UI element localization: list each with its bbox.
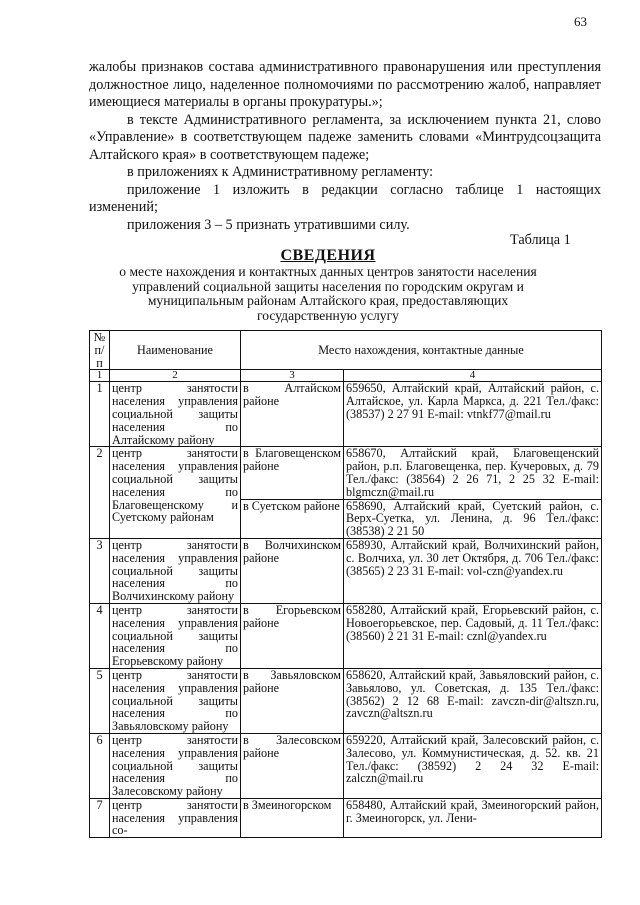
center-name: центр занятости населения управления социальной защиты населения по Егорьевскому району [110, 603, 241, 668]
district-cell: в Волчихинском районе [241, 538, 344, 603]
table-row [90, 668, 602, 733]
table-row [90, 538, 602, 603]
district-cell: в Завьяловском районе [241, 668, 344, 733]
table-row [90, 733, 602, 798]
paragraph: приложения 3 – 5 признать утратившими силу. [127, 216, 410, 233]
center-name: центр занятости населения управления социальной защиты населения по Алтайскому району [110, 382, 241, 447]
row-number: 3 [90, 538, 110, 603]
paragraph: в тексте Административного регламента, за исключением пункта 21, слово «Управление» в соответствующем падеже заменить словами «Минтрудсоцзащита Алтайского края» в соответствующем падеже; [89, 111, 601, 163]
contact-cell: 658280, Алтайский край, Егорьевский район, с. Новоегорьевское, пер. Садовый, д. 11 Тел./факс: (38560) 2 21 31 E-mail: cznl@yandex.ru [344, 603, 602, 668]
column-number: 2 [110, 370, 241, 382]
centers-table [89, 330, 602, 838]
paragraph: в приложениях к Административному регламенту: [127, 164, 434, 180]
row-number: 1 [90, 382, 110, 447]
center-name: центр занятости населения управления социальной защиты населения по Благовещенскому и Суетскому районам [110, 447, 241, 539]
header-number: № п/п [90, 331, 110, 370]
row-number: 2 [90, 447, 110, 539]
center-name: центр занятости населения управления социальной защиты населения по Волчихинскому району [110, 538, 241, 603]
table-row [90, 603, 602, 668]
column-number-row [90, 370, 602, 382]
district-cell: в Алтайском районе [241, 382, 344, 447]
table-label: Таблица 1 [510, 232, 571, 248]
contact-cell: 658480, Алтайский край, Змеиногорский район, г. Змеиногорск, ул. Лени- [344, 798, 602, 837]
body-text [89, 59, 601, 234]
header-location: Место нахождения, контактные данные [241, 331, 602, 370]
table-heading [110, 246, 546, 323]
district-cell: в Егорьевском районе [241, 603, 344, 668]
column-number: 1 [90, 370, 110, 382]
contact-cell: 658670, Алтайский край, Благовещенский район, р.п. Благовещенка, пер. Кучеровых, д. 79 Тел./факс: (38564) 2 26 71, 2 25 32 E-mail: blgmczn@mail.ru [344, 447, 602, 499]
row-number: 4 [90, 603, 110, 668]
heading-title: СВЕДЕНИЯ [280, 247, 376, 264]
table-header-row [90, 331, 602, 370]
page-number: 63 [574, 14, 587, 29]
header-name: Наименование [110, 331, 241, 370]
table-row [90, 382, 602, 447]
paragraph: приложение 1 изложить в редакции согласно таблице 1 настоящих изменений; [89, 181, 601, 215]
heading-subtitle: о месте нахождения и контактных данных центров занятости населения управлений социальной защиты населения по городским округам и муниципальным районам Алтайского края, предоставляющих государственную услугу [119, 264, 537, 323]
row-number: 5 [90, 668, 110, 733]
column-number: 3 [241, 370, 344, 382]
district-cell: в Благовещенском районе [241, 447, 344, 499]
district-cell: в Залесовском районе [241, 733, 344, 798]
table-row [90, 798, 602, 837]
center-name: центр занятости населения управления социальной защиты населения по Завьяловскому району [110, 668, 241, 733]
row-number: 6 [90, 733, 110, 798]
contact-cell: 658930, Алтайский край, Волчихинский район, с. Волчиха, ул. 30 лет Октября, д. 706 Тел./факс: (38565) 2 23 31 E-mail: vol-czn@yandex.ru [344, 538, 602, 603]
district-cell: в Змеиногорском [241, 798, 344, 837]
contact-cell: 658620, Алтайский край, Завьяловский район, с. Завьялово, ул. Советская, д. 135 Тел./факс: (38562) 2 12 68 E-mail: zavczn-dir@altszn.ru, zavczn@altszn.ru [344, 668, 602, 733]
contact-cell: 658690, Алтайский край, Суетский район, с. Верх-Суетка, ул. Ленина, д. 96 Тел./факс: (38538) 2 21 50 [344, 499, 602, 538]
column-number: 4 [344, 370, 602, 382]
row-number: 7 [90, 798, 110, 837]
table-row [90, 447, 602, 499]
contact-cell: 659650, Алтайский край, Алтайский район, с. Алтайское, ул. Карла Маркса, д. 221 Тел./факс: (38537) 2 27 91 E-mail: vtnkf77@mail.ru [344, 382, 602, 447]
district-cell: в Суетском районе [241, 499, 344, 538]
center-name: центр занятости населения управления со- [110, 798, 241, 837]
center-name: центр занятости населения управления социальной защиты населения по Залесовскому району [110, 733, 241, 798]
paragraph: жалобы признаков состава административного правонарушения или преступления должностное лицо, наделенное полномочиями по рассмотрению жалоб, направляет имеющиеся материалы в органы прокуратуры.»; [89, 59, 601, 110]
table-body [90, 382, 602, 838]
contact-cell: 659220, Алтайский край, Залесовский район, с. Залесово, ул. Коммунистическая, д. 52. кв. 21 Тел./факс: (38592) 2 24 32 E-mail: zalczn@mail.ru [344, 733, 602, 798]
